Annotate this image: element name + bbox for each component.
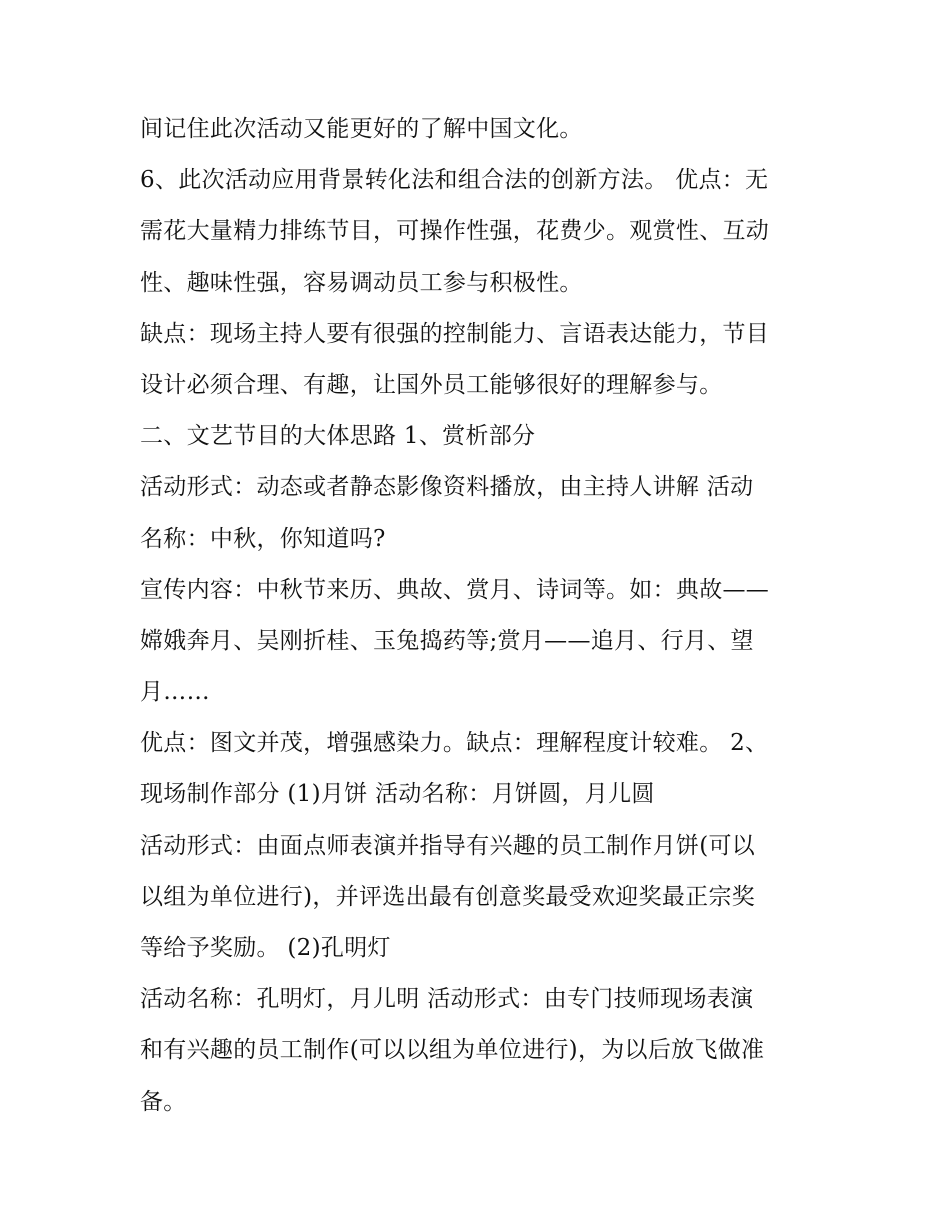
text-line: 设计必须合理、有趣，让国外员工能够很好的理解参与。 <box>140 371 723 398</box>
text-line: 嫦娥奔月、吴刚折桂、玉兔捣药等;赏月——追月、行月、望 <box>140 627 754 654</box>
text-line: 活动名称：孔明灯，月儿明 活动形式：由专门技师现场表演 <box>140 986 754 1013</box>
text-line: 活动形式：动态或者静态影像资料播放，由主持人讲解 活动 <box>140 474 754 501</box>
text-line: 以组为单位进行)，并评选出最有创意奖最受欢迎奖最正宗奖 <box>140 883 756 910</box>
document-body <box>140 104 820 1128</box>
text-line: 现场制作部分 (1)月饼 活动名称：月饼圆，月儿圆 <box>140 781 655 808</box>
text-line: 月…… <box>140 679 210 706</box>
text-line: 需花大量精力排练节目，可操作性强，花费少。观赏性、互动 <box>140 218 770 245</box>
section-heading: 二、文艺节目的大体思路 1、赏析部分 <box>140 423 536 450</box>
text-line: 6、此次活动应用背景转化法和组合法的创新方法。 优点：无 <box>140 167 769 194</box>
text-line: 名称：中秋，你知道吗? <box>140 525 386 552</box>
text-line: 备。 <box>140 1088 187 1115</box>
text-line: 活动形式：由面点师表演并指导有兴趣的员工制作月饼(可以 <box>140 832 756 859</box>
text-line: 宣传内容：中秋节来历、典故、赏月、诗词等。如：典故—— <box>140 576 770 603</box>
text-line: 和有兴趣的员工制作(可以以组为单位进行)，为以后放飞做准 <box>140 1037 765 1064</box>
text-line: 性、趣味性强，容易调动员工参与积极性。 <box>140 269 583 296</box>
text-line: 缺点：现场主持人要有很强的控制能力、言语表达能力，节目 <box>140 320 770 347</box>
text-line: 优点：图文并茂，增强感染力。缺点：理解程度计较难。 2、 <box>140 730 769 757</box>
text-line: 间记住此次活动又能更好的了解中国文化。 <box>140 116 583 142</box>
text-line: 等给予奖励。 (2)孔明灯 <box>140 935 391 961</box>
